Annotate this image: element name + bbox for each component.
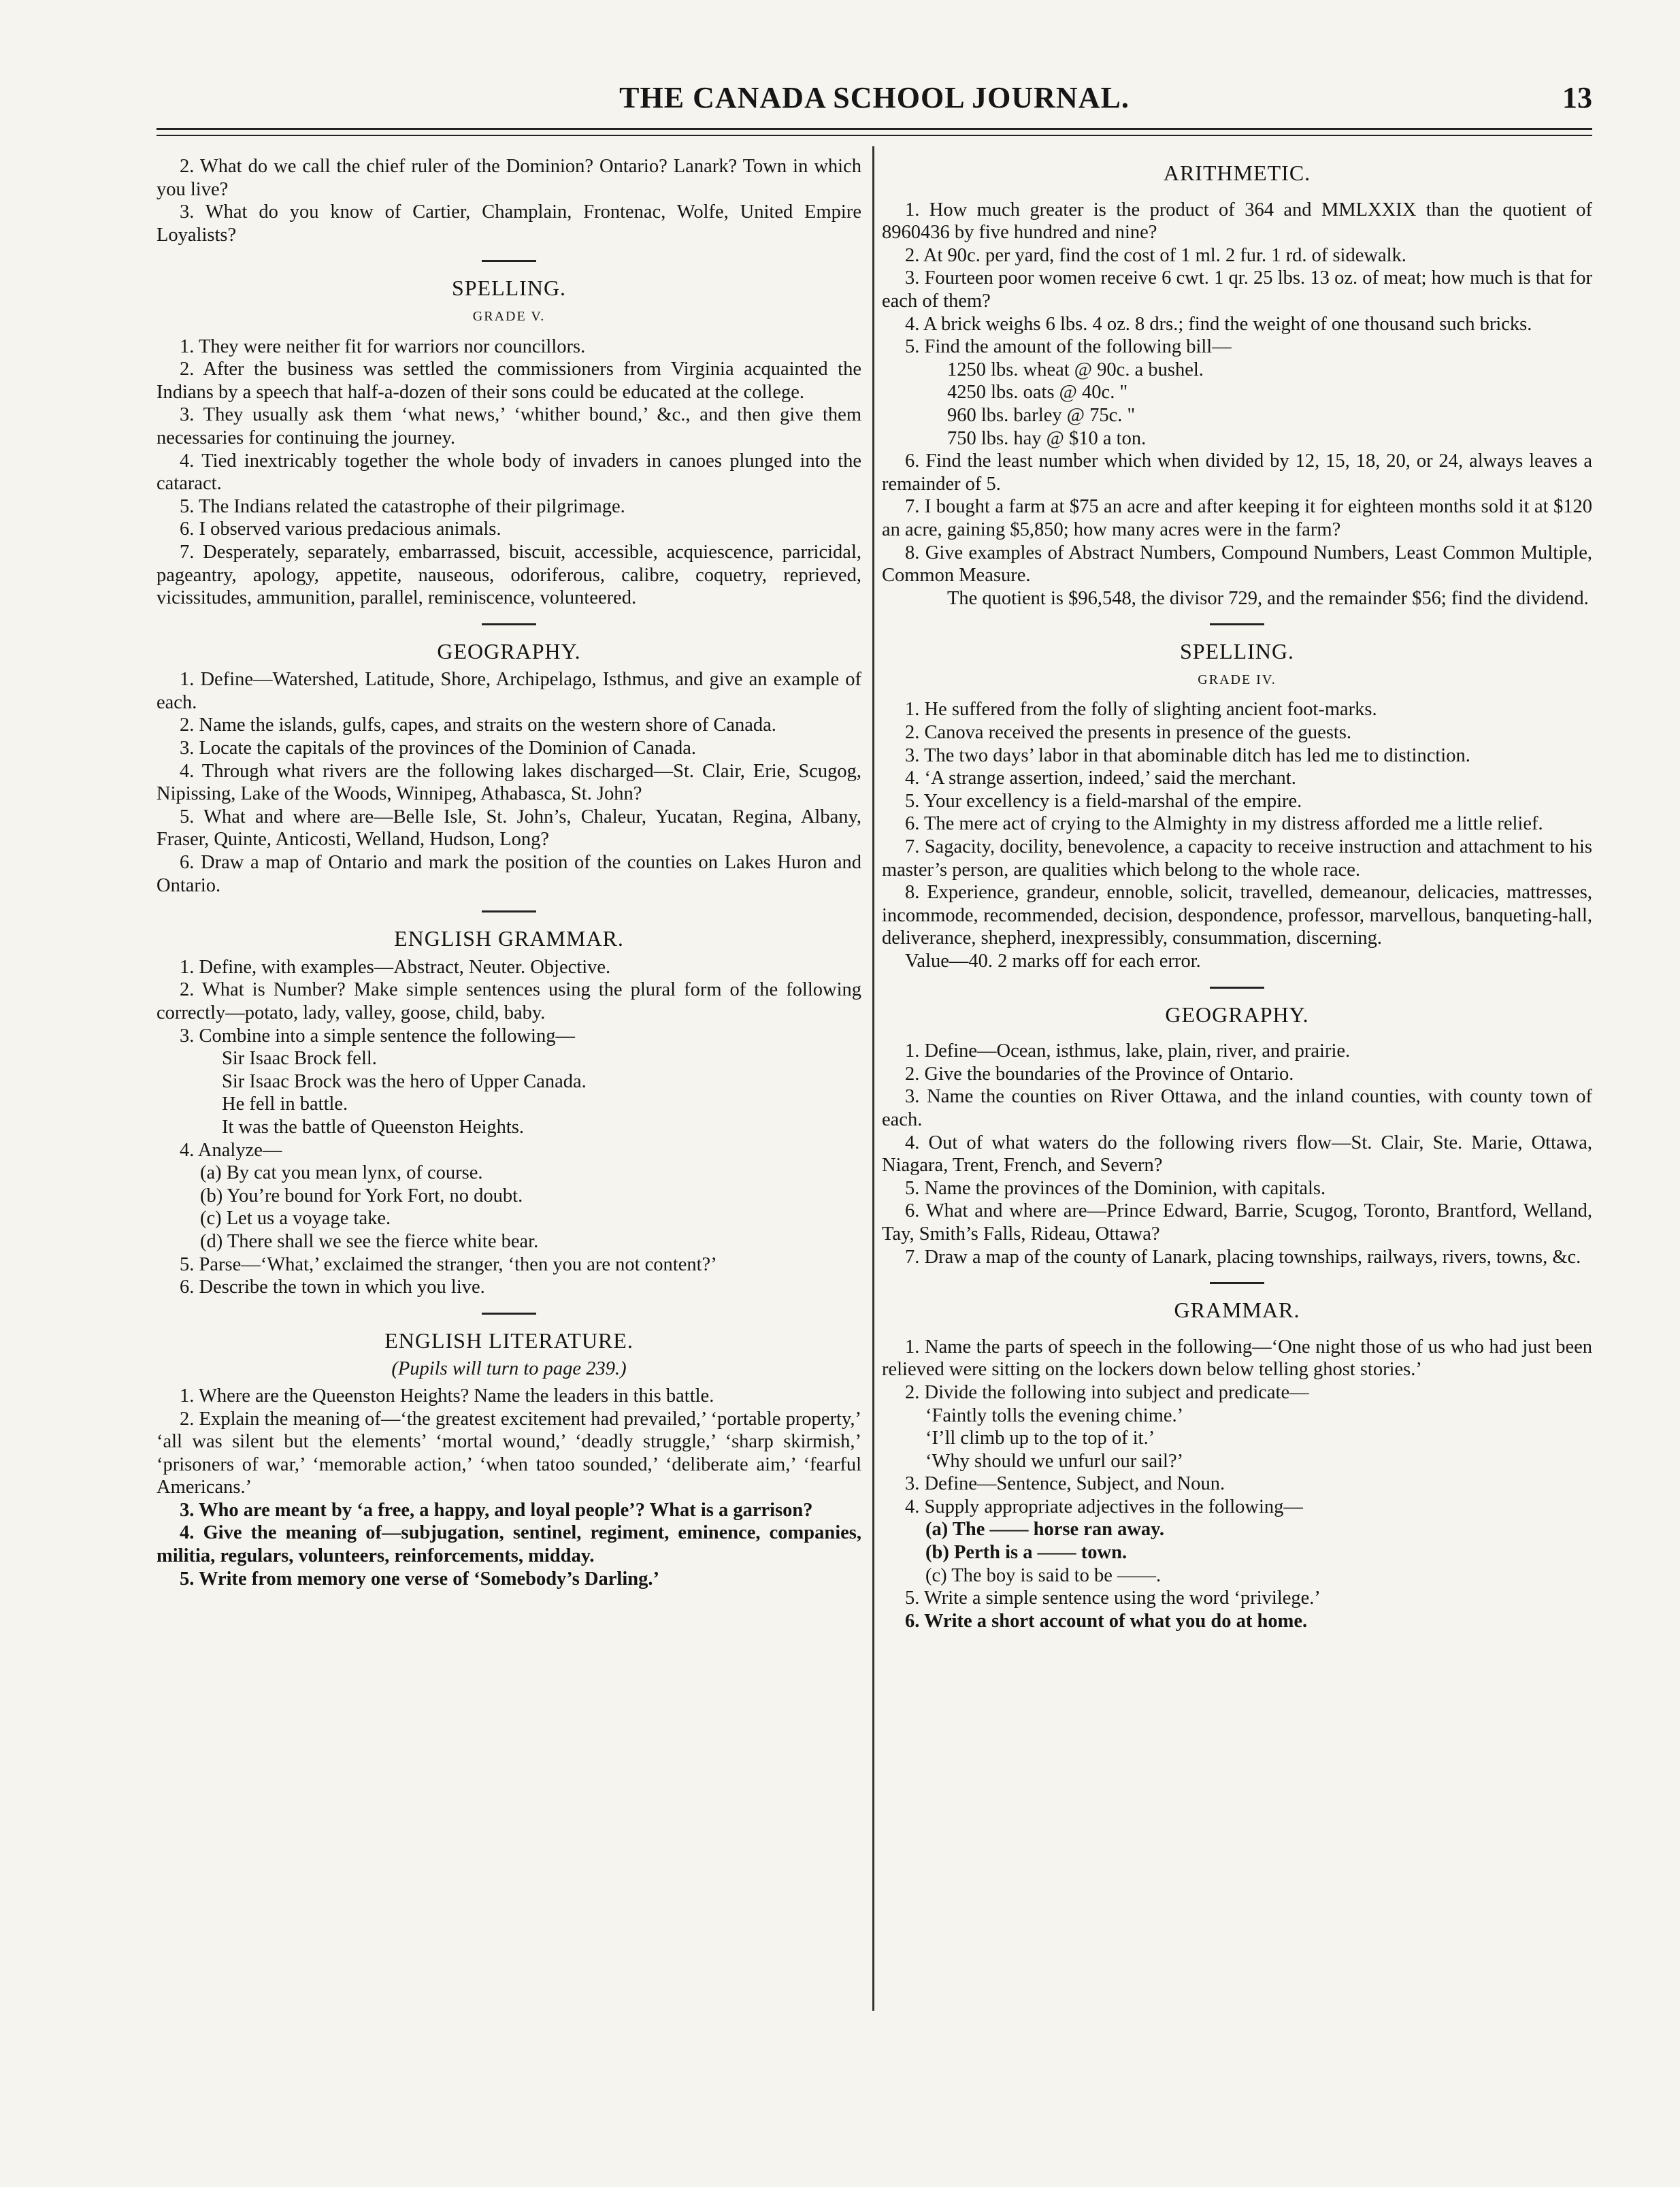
section-separator (1210, 987, 1264, 989)
question: 2. What do we call the chief ruler of the Dominion? Ontario? Lanark? Town in which you live? (157, 156, 861, 200)
question: 8. Give examples of Abstract Numbers, Compound Numbers, Least Common Multiple, Common Measure. (882, 542, 1592, 587)
example-line: (d) There shall we see the fierce white bear. (200, 1230, 539, 1252)
example-line: ‘Faintly tolls the evening chime.’ (925, 1404, 1184, 1426)
question: 4. Out of what waters do the following rivers flow—St. Clair, Ste. Marie, Ottawa, Niagara, Trent, French, and Severn? (882, 1132, 1592, 1177)
section-heading: ENGLISH GRAMMAR. (394, 926, 624, 951)
question: 4. Through what rivers are the following lakes discharged—St. Clair, Erie, Scugog, Nipissing, Lake of the Woods, Winnipeg, Athabasca, St. John? (157, 760, 861, 805)
value-note: Value—40. 2 marks off for each error. (905, 951, 1201, 972)
question: 5. Write from memory one verse of ‘Somebody’s Darling.’ (180, 1568, 659, 1590)
question: 5. Name the provinces of the Dominion, with capitals. (905, 1177, 1326, 1199)
question: 1. Name the parts of speech in the following—‘One night those of us who had just been relieved were sitting on the lockers down below telling ghost stories.’ (882, 1336, 1592, 1381)
question: 3. Locate the capitals of the provinces of the Dominion of Canada. (180, 738, 696, 759)
question: 2. Name the islands, gulfs, capes, and straits on the western shore of Canada. (180, 714, 776, 736)
question: 3. Combine into a simple sentence the following— (180, 1025, 575, 1047)
question: 5. The Indians related the catastrophe of their pilgrimage. (180, 495, 625, 517)
question: 5. Parse—‘What,’ exclaimed the stranger, ‘then you are not content?’ (180, 1253, 717, 1275)
bill-line: 1250 lbs. wheat @ 90c. a bushel. (947, 359, 1204, 380)
section-separator (482, 260, 536, 262)
section-separator (1210, 623, 1264, 625)
question: 4. Give the meaning of—subjugation, sentinel, regiment, eminence, companies, militia, regulars, volunteers, reinforcements, midday. (157, 1522, 861, 1567)
question: 8. Experience, grandeur, ennoble, solicit, travelled, demeanour, delicacies, mattresses, incommode, recommended, decision, despondence, professor, marvellous, banqueting-hall, deliverance, shepherd, inexpressibly, consummation, discerning. (882, 882, 1592, 949)
question: 5. Find the amount of the following bill— (905, 336, 1232, 358)
right-column (882, 155, 1592, 1632)
question: 6. What and where are—Prince Edward, Barrie, Scugog, Toronto, Brantford, Welland, Tay, Smith’s Falls, Rideau, Ottawa? (882, 1200, 1592, 1245)
section-heading: GRAMMAR. (1174, 1298, 1300, 1323)
question: 3. What do you know of Cartier, Champlain, Frontenac, Wolfe, United Empire Loyalists? (157, 201, 861, 246)
header-rule (157, 128, 1592, 130)
section-subtitle: (Pupils will turn to page 239.) (391, 1358, 627, 1380)
question: 5. Your excellency is a field-marshal of the empire. (905, 790, 1302, 812)
question: 6. Find the least number which when divided by 12, 15, 18, 20, or 24, always leaves a remainder of 5. (882, 450, 1592, 495)
section-separator (482, 623, 536, 625)
bill-line: 960 lbs. barley @ 75c. " (947, 404, 1136, 426)
question: 7. I bought a farm at $75 an acre and after keeping it for eighteen months sold it at $120 an acre, gaining $5,850; how many acres were in the farm? (882, 496, 1592, 540)
example-line: (b) You’re bound for York Fort, no doubt. (200, 1185, 523, 1206)
question: The quotient is $96,548, the divisor 729, and the remainder $56; find the dividend. (947, 587, 1589, 609)
question: 1. Define, with examples—Abstract, Neuter. Objective. (180, 956, 611, 978)
journal-title: THE CANADA SCHOOL JOURNAL. (619, 81, 1130, 114)
question: 3. They usually ask them ‘what news,’ ‘whither bound,’ &c., and then give them necessaries for continuing the journey. (157, 404, 861, 448)
grade-heading: GRADE V. (472, 308, 546, 324)
question: 5. What and where are—Belle Isle, St. John’s, Chaleur, Yucatan, Regina, Albany, Fraser, Quinte, Anticosti, Welland, Hudson, Long? (157, 806, 861, 851)
question: 3. The two days’ labor in that abominable ditch has led me to distinction. (905, 744, 1470, 766)
question: 1. He suffered from the folly of slighting ancient foot-marks. (905, 699, 1377, 721)
question: 5. Write a simple sentence using the word ‘privilege.’ (905, 1588, 1321, 1609)
question: 6. Draw a map of Ontario and mark the position of the counties on Lakes Huron and Ontario. (157, 852, 861, 896)
section-separator (1210, 1282, 1264, 1284)
example-line: (a) The —— horse ran away. (925, 1519, 1164, 1541)
section-separator (482, 910, 536, 912)
example-line: ‘Why should we unfurl our sail?’ (925, 1450, 1184, 1472)
question: 7. Sagacity, docility, benevolence, a capacity to receive instruction and attachment to his master’s person, are qualities which belong to the whole race. (882, 836, 1592, 881)
question: 2. Give the boundaries of the Province of Ontario. (905, 1063, 1294, 1085)
question: 7. Desperately, separately, embarrassed, biscuit, accessible, acquiescence, parricidal, pageantry, apology, appetite, nauseous, odoriferous, calibre, coquetry, reprieved, vicissitudes, ammunition, parallel, reminiscence, volunteered. (157, 541, 861, 609)
grade-heading: GRADE IV. (1198, 672, 1277, 687)
question: 3. Who are meant by ‘a free, a happy, and loyal people’? What is a garrison? (180, 1499, 813, 1521)
question: 6. Write a short account of what you do at home. (905, 1610, 1308, 1632)
question: 4. Analyze— (180, 1139, 282, 1161)
section-heading: ARITHMETIC. (1163, 161, 1311, 185)
example-line: Sir Isaac Brock fell. (222, 1048, 377, 1070)
example-line: It was the battle of Queenston Heights. (222, 1116, 525, 1138)
question: 2. What is Number? Make simple sentences using the plural form of the following correctly—potato, lady, valley, goose, child, baby. (157, 979, 861, 1023)
example-line: (b) Perth is a —— town. (925, 1542, 1127, 1564)
question: 4. A brick weighs 6 lbs. 4 oz. 8 drs.; find the weight of one thousand such bricks. (905, 313, 1532, 335)
question: 1. How much greater is the product of 364 and MMLXXIX than the quotient of 8960436 by five hundred and nine? (882, 199, 1592, 244)
left-column (157, 155, 861, 1590)
section-heading: SPELLING. (451, 276, 567, 301)
example-line: ‘I’ll climb up to the top of it.’ (925, 1428, 1155, 1449)
question: 6. Describe the town in which you live. (180, 1277, 485, 1298)
section-separator (482, 1313, 536, 1315)
example-line: He fell in battle. (222, 1094, 348, 1115)
header-rule-thin (157, 135, 1592, 136)
question: 1. Where are the Queenston Heights? Name the leaders in this battle. (180, 1385, 714, 1407)
question: 3. Fourteen poor women receive 6 cwt. 1 qr. 25 lbs. 13 oz. of meat; how much is that for each of them? (882, 267, 1592, 312)
question: 1. Define—Watershed, Latitude, Shore, Archipelago, Isthmus, and give an example of each. (157, 669, 861, 713)
question: 4. Tied inextricably together the whole body of invaders in canoes plunged into the cataract. (157, 450, 861, 495)
column-divider (872, 146, 874, 2011)
section-heading: GEOGRAPHY. (1165, 1002, 1309, 1027)
question: 3. Name the counties on River Ottawa, and the inland counties, with county town of each. (882, 1086, 1592, 1130)
question: 1. They were neither fit for warriors nor councillors. (180, 335, 586, 357)
bill-line: 4250 lbs. oats @ 40c. " (947, 382, 1128, 404)
section-heading: ENGLISH LITERATURE. (384, 1328, 633, 1353)
bill-line: 750 lbs. hay @ $10 a ton. (947, 427, 1147, 449)
page-header (157, 80, 1592, 121)
question: 3. Define—Sentence, Subject, and Noun. (905, 1473, 1225, 1495)
example-line: (c) Let us a voyage take. (200, 1208, 391, 1230)
question: 2. After the business was settled the commissioners from Virginia acquainted the Indians by a speech that half-a-dozen of their sons could be educated at the college. (157, 359, 861, 403)
question: 1. Define—Ocean, isthmus, lake, plain, river, and prairie. (905, 1040, 1351, 1062)
page-number: 13 (1562, 81, 1592, 114)
section-heading: GEOGRAPHY. (437, 638, 581, 663)
question: 2. Explain the meaning of—‘the greatest excitement had prevailed,’ ‘portable property,’ ‘all was silent but the elements’ ‘mortal wound,’ ‘deadly struggle,’ ‘sharp skirmish,’ ‘prisoners of war,’ ‘memorable action,’ ‘when tatoo sounded,’ ‘deliberate aim,’ ‘fearful Americans.’ (157, 1408, 861, 1498)
question: 4. ‘A strange assertion, indeed,’ said the merchant. (905, 768, 1296, 789)
example-line: Sir Isaac Brock was the hero of Upper Canada. (222, 1070, 587, 1092)
question: 2. Divide the following into subject and predicate— (905, 1381, 1309, 1403)
question: 6. I observed various predacious animals. (180, 519, 501, 540)
example-line: (a) By cat you mean lynx, of course. (200, 1162, 483, 1184)
example-line: (c) The boy is said to be ——. (925, 1564, 1162, 1586)
section-heading: SPELLING. (1179, 639, 1295, 664)
question: 2. Canova received the presents in presence of the guests. (905, 722, 1352, 744)
question: 4. Supply appropriate adjectives in the following— (905, 1496, 1303, 1517)
question: 6. The mere act of crying to the Almighty in my distress afforded me a little relief. (905, 813, 1543, 835)
question: 2. At 90c. per yard, find the cost of 1 ml. 2 fur. 1 rd. of sidewalk. (905, 244, 1406, 266)
question: 7. Draw a map of the county of Lanark, placing townships, railways, rivers, towns, &c. (905, 1246, 1581, 1268)
